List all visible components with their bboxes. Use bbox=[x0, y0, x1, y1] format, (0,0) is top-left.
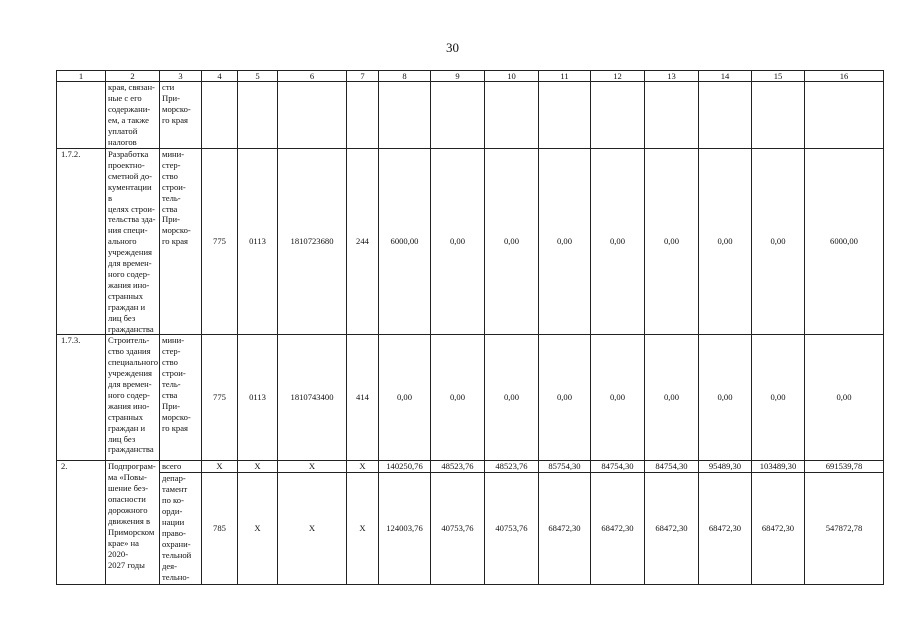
amount-cell: 84754,30 bbox=[591, 461, 645, 473]
table-cell bbox=[431, 82, 485, 149]
amount-cell: 68472,30 bbox=[645, 473, 699, 585]
header-cell: 6 bbox=[278, 71, 347, 82]
total-amount-cell: 691539,78 bbox=[805, 461, 884, 473]
table-row bbox=[57, 461, 884, 473]
budget-table bbox=[56, 70, 884, 585]
header-cell: 14 bbox=[699, 71, 752, 82]
amount-cell: 6000,00 bbox=[379, 149, 431, 335]
table-cell bbox=[485, 82, 539, 149]
executor-cell: сти При- морско- го края bbox=[160, 82, 202, 149]
grbs-cell: 775 bbox=[202, 149, 238, 335]
table-row bbox=[57, 82, 884, 149]
header-cell: 13 bbox=[645, 71, 699, 82]
amount-cell: 40753,76 bbox=[431, 473, 485, 585]
total-amount-cell: 0,00 bbox=[805, 335, 884, 461]
expense-type-cell: 414 bbox=[347, 335, 379, 461]
table-cell bbox=[699, 82, 752, 149]
table-cell bbox=[278, 82, 347, 149]
header-cell: 5 bbox=[238, 71, 278, 82]
amount-cell: 95489,30 bbox=[699, 461, 752, 473]
header-cell: 7 bbox=[347, 71, 379, 82]
table-cell bbox=[238, 82, 278, 149]
total-amount-cell: 6000,00 bbox=[805, 149, 884, 335]
header-cell: 15 bbox=[752, 71, 805, 82]
amount-cell: 68472,30 bbox=[591, 473, 645, 585]
header-cell: 2 bbox=[106, 71, 160, 82]
amount-cell: 68472,30 bbox=[752, 473, 805, 585]
executor-cell: мини- стер- ство строи- тель- ства При- морско- го края bbox=[160, 149, 202, 335]
amount-cell: 40753,76 bbox=[485, 473, 539, 585]
header-cell: 9 bbox=[431, 71, 485, 82]
amount-cell: 0,00 bbox=[431, 149, 485, 335]
amount-cell: 0,00 bbox=[539, 335, 591, 461]
target-article-cell: 1810743400 bbox=[278, 335, 347, 461]
section-cell: 0113 bbox=[238, 149, 278, 335]
row-number-cell: 1.7.2. bbox=[57, 149, 106, 335]
amount-cell: 0,00 bbox=[485, 149, 539, 335]
header-cell: 1 bbox=[57, 71, 106, 82]
table-cell bbox=[539, 82, 591, 149]
amount-cell: 0,00 bbox=[591, 149, 645, 335]
section-cell: 0113 bbox=[238, 335, 278, 461]
table-cell bbox=[202, 82, 238, 149]
amount-cell: 0,00 bbox=[591, 335, 645, 461]
amount-cell: 0,00 bbox=[431, 335, 485, 461]
measure-name-cell: края, связан- ные с его содержани- ем, а также уплатой налогов bbox=[106, 82, 160, 149]
target-article-cell: 1810723680 bbox=[278, 149, 347, 335]
header-cell: 12 bbox=[591, 71, 645, 82]
executor-cell: депар- тамент по ко- орди- нации право- охрани- тельной дея- тельно- bbox=[160, 473, 202, 585]
subprogram-name-cell: Подпрограм- ма «Повы- шение без- опасности дорожного движения в Приморском крае» на 2020- 2027 годы bbox=[106, 461, 160, 585]
measure-name-cell: Разработка проектно- сметной до- кументации в целях строи- тельства зда- ния специ- ального учреждения для времен- ного содер- жания ино- странных граждан и лиц без гражданства bbox=[106, 149, 160, 335]
amount-cell: 0,00 bbox=[699, 149, 752, 335]
table-cell bbox=[379, 82, 431, 149]
amount-cell: 140250,76 bbox=[379, 461, 431, 473]
amount-cell: 68472,30 bbox=[699, 473, 752, 585]
page-number: 30 bbox=[446, 40, 459, 55]
header-cell: 16 bbox=[805, 71, 884, 82]
amount-cell: 48523,76 bbox=[431, 461, 485, 473]
target-article-cell: X bbox=[278, 461, 347, 473]
amount-cell: 0,00 bbox=[645, 335, 699, 461]
target-article-cell: X bbox=[278, 473, 347, 585]
amount-cell: 48523,76 bbox=[485, 461, 539, 473]
section-cell: X bbox=[238, 473, 278, 585]
header-cell: 3 bbox=[160, 71, 202, 82]
table-cell bbox=[591, 82, 645, 149]
header-cell: 10 bbox=[485, 71, 539, 82]
expense-type-cell: X bbox=[347, 473, 379, 585]
grbs-cell: 775 bbox=[202, 335, 238, 461]
total-amount-cell: 547872,78 bbox=[805, 473, 884, 585]
amount-cell: 0,00 bbox=[752, 149, 805, 335]
section-cell: X bbox=[238, 461, 278, 473]
executor-cell: мини- стер- ство строи- тель- ства При- морско- го края bbox=[160, 335, 202, 461]
amount-cell: 84754,30 bbox=[645, 461, 699, 473]
expense-type-cell: X bbox=[347, 461, 379, 473]
amount-cell: 0,00 bbox=[379, 335, 431, 461]
amount-cell: 124003,76 bbox=[379, 473, 431, 585]
amount-cell: 0,00 bbox=[699, 335, 752, 461]
amount-cell: 0,00 bbox=[752, 335, 805, 461]
table-cell bbox=[805, 82, 884, 149]
measure-name-cell: Строитель- ство здания специального учреждения для времен- ного содер- жания ино- странных граждан и лиц без гражданства bbox=[106, 335, 160, 461]
amount-cell: 0,00 bbox=[485, 335, 539, 461]
amount-cell: 85754,30 bbox=[539, 461, 591, 473]
row-number-cell: 2. bbox=[57, 461, 106, 585]
amount-cell: 0,00 bbox=[539, 149, 591, 335]
expense-type-cell: 244 bbox=[347, 149, 379, 335]
executor-cell: всего bbox=[160, 461, 202, 473]
table-row bbox=[57, 149, 884, 335]
amount-cell: 68472,30 bbox=[539, 473, 591, 585]
header-cell: 8 bbox=[379, 71, 431, 82]
grbs-cell: 785 bbox=[202, 473, 238, 585]
table-cell bbox=[752, 82, 805, 149]
row-number-cell: 1.7.3. bbox=[57, 335, 106, 461]
amount-cell: 103489,30 bbox=[752, 461, 805, 473]
table-row bbox=[57, 335, 884, 461]
amount-cell: 0,00 bbox=[645, 149, 699, 335]
header-cell: 4 bbox=[202, 71, 238, 82]
header-row bbox=[57, 71, 884, 82]
table-row bbox=[57, 473, 884, 585]
table-cell bbox=[347, 82, 379, 149]
grbs-cell: X bbox=[202, 461, 238, 473]
table-cell bbox=[645, 82, 699, 149]
row-number-cell bbox=[57, 82, 106, 149]
header-cell: 11 bbox=[539, 71, 591, 82]
